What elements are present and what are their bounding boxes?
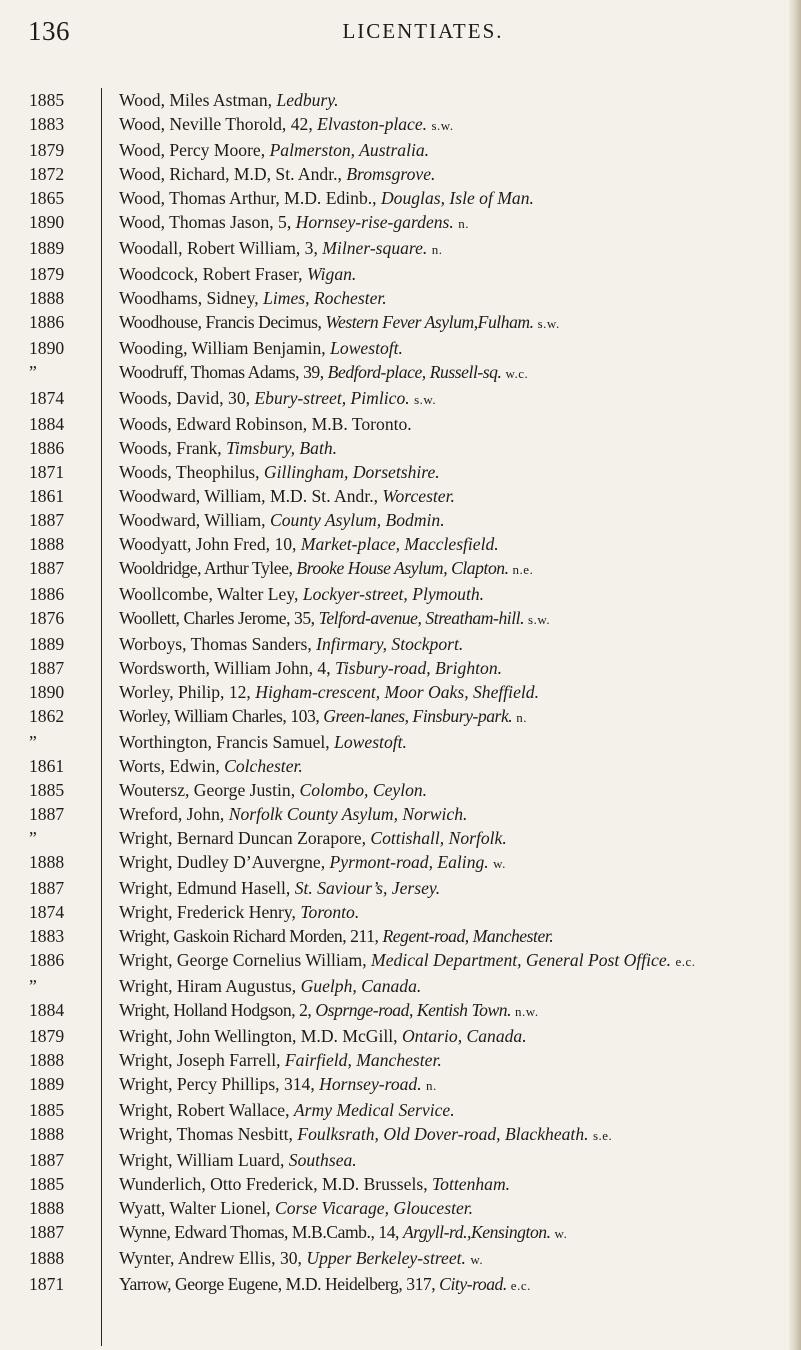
entry-name: Wynter, Andrew Ellis, 30, (119, 1248, 302, 1268)
entry-year: 1885 (29, 1174, 65, 1194)
list-item (28, 778, 790, 802)
entry-district: n.e. (512, 562, 534, 577)
entry-address: Lowestoft. (330, 338, 403, 358)
entry-name: Wright, Gaskoin Richard Morden, 211, (119, 926, 379, 946)
entry-text (102, 850, 790, 876)
entry-year: 1888 (29, 288, 65, 308)
entry-name: Wooding, William Benjamin, (119, 338, 326, 358)
entry-name: Wood, Thomas Jason, 5, (119, 212, 292, 232)
entry-address: Telford-avenue, Streatham-hill. (318, 608, 525, 628)
entry-year: 1879 (29, 1026, 65, 1046)
entry-name: Wood, Neville Thorold, 42, (119, 114, 313, 134)
entry-district: w. (493, 856, 506, 871)
list-item (28, 1196, 790, 1220)
list-item (28, 754, 790, 778)
entry-district: n.w. (515, 1004, 539, 1019)
entry-year: 1888 (29, 534, 65, 554)
entry-address: Ebury-street, Pimlico. (254, 388, 410, 408)
list-item (28, 632, 790, 656)
entry-text (102, 236, 790, 262)
entry-name: Woods, David, 30, (119, 388, 251, 408)
entry-address: Army Medical Service. (293, 1100, 455, 1120)
entry-address: Hornsey-road. (319, 1074, 422, 1094)
entry-text (102, 704, 790, 730)
entry-year: 1887 (29, 1222, 65, 1242)
entry-district: n. (431, 242, 443, 257)
entry-year: 1865 (29, 188, 65, 208)
list-item (28, 1272, 790, 1298)
entry-year: 1889 (29, 1074, 65, 1094)
entry-year: 1861 (29, 486, 65, 506)
entry-text (102, 1196, 790, 1220)
entry-year: 1872 (29, 164, 65, 184)
entry-address: Bromsgrove. (346, 164, 436, 184)
list-item (28, 876, 790, 900)
entry-text (102, 532, 790, 556)
entry-name: Woutersz, George Justin, (119, 780, 296, 800)
entry-text (102, 460, 790, 484)
entry-name: Yarrow, George Eugene, M.D. Heidelberg, 317, (119, 1274, 436, 1294)
entry-text (102, 1246, 790, 1272)
entry-text (102, 436, 790, 460)
list-item (28, 262, 790, 286)
list-item (28, 186, 790, 210)
entry-name: Worthington, Francis Samuel, (119, 732, 330, 752)
entry-text (102, 1098, 790, 1122)
entry-text (102, 632, 790, 656)
entry-text (102, 310, 790, 336)
entry-text (102, 484, 790, 508)
entry-address: Worcester. (382, 486, 455, 506)
entry-text (102, 210, 790, 236)
entry-name: Worley, William Charles, 103, (119, 706, 320, 726)
list-item (28, 412, 790, 436)
entry-year: 1888 (29, 1050, 65, 1070)
entry-address: Colchester. (224, 756, 303, 776)
entry-year: 1887 (29, 878, 65, 898)
entry-text (102, 138, 790, 162)
entry-year: 1874 (29, 902, 65, 922)
list-item (28, 802, 790, 826)
entry-text (102, 900, 790, 924)
list-item (28, 730, 790, 754)
entry-year: 1871 (29, 462, 65, 482)
list-item (28, 1098, 790, 1122)
entry-address: Cottishall, Norfolk. (370, 828, 507, 848)
list-item (28, 704, 790, 730)
entry-name: Wright, George Cornelius William, (119, 950, 367, 970)
list-item (28, 532, 790, 556)
entry-year: 1886 (29, 438, 65, 458)
entry-address: Upper Berkeley-street. (306, 1248, 466, 1268)
list-item (28, 88, 790, 112)
entry-district: e.c. (510, 1278, 531, 1293)
entry-name: Woods, Frank, (119, 438, 222, 458)
entry-name: Wynne, Edward Thomas, M.B.Camb., 14, (119, 1222, 400, 1242)
entry-text (102, 582, 790, 606)
entry-name: Woodyatt, John Fred, 10, (119, 534, 297, 554)
entry-district: n. (426, 1078, 437, 1093)
entry-district: s.w. (537, 316, 560, 331)
entry-year: 1883 (29, 926, 65, 946)
entry-text (102, 826, 790, 850)
entry-text (102, 998, 790, 1024)
list-item (28, 138, 790, 162)
entry-address: Lockyer-street, Plymouth. (302, 584, 485, 604)
list-item (28, 1220, 790, 1246)
entry-text (102, 1220, 790, 1246)
entry-name: Wright, Holland Hodgson, 2, (119, 1000, 312, 1020)
entry-text (102, 360, 790, 386)
entry-name: Woodhouse, Francis Decimus, (119, 312, 322, 332)
entry-name: Woodall, Robert William, 3, (119, 238, 318, 258)
list-item (28, 656, 790, 680)
entry-year: 1888 (29, 1198, 65, 1218)
entry-text (102, 336, 790, 360)
entry-text (102, 680, 790, 704)
entry-address: Higham-crescent, Moor Oaks, Sheffield. (255, 682, 539, 702)
entry-year: 1890 (29, 338, 65, 358)
entry-name: Wood, Percy Moore, (119, 140, 266, 160)
entry-year: ” (29, 828, 37, 848)
entry-name: Wright, Dudley D’Auvergne, (119, 852, 326, 872)
entry-address: Green-lanes, Finsbury-park. (323, 706, 513, 726)
entry-address: Osprnge-road, Kentish Town. (315, 1000, 512, 1020)
entry-address: County Asylum, Bodmin. (270, 510, 445, 530)
entry-name: Wooldridge, Arthur Tylee, (119, 558, 293, 578)
entry-text (102, 754, 790, 778)
list-item (28, 1246, 790, 1272)
entry-address: Norfolk County Asylum, Norwich. (228, 804, 468, 824)
entry-address: Lowestoft. (334, 732, 407, 752)
list-item (28, 1172, 790, 1196)
list-item (28, 680, 790, 704)
list-item (28, 974, 790, 998)
entry-district: w. (554, 1226, 568, 1241)
entry-name: Wright, Percy Phillips, 314, (119, 1074, 315, 1094)
entry-name: Woods, Theophilus, (119, 462, 260, 482)
entry-address: Western Fever Asylum,Fulham. (325, 312, 534, 332)
entry-year: 1887 (29, 510, 65, 530)
entry-address: Hornsey-rise-gardens. (295, 212, 454, 232)
entry-year: 1889 (29, 634, 65, 654)
list-item (28, 236, 790, 262)
list-item (28, 460, 790, 484)
list-item (28, 286, 790, 310)
list-item (28, 386, 790, 412)
list-item (28, 900, 790, 924)
entry-district: s.w. (414, 392, 437, 407)
entry-name: Woollett, Charles Jerome, 35, (119, 608, 315, 628)
entry-address: Toronto. (300, 902, 360, 922)
list-item (28, 1122, 790, 1148)
list-item (28, 1072, 790, 1098)
entry-name: Wright, Robert Wallace, (119, 1100, 290, 1120)
entry-year: 1874 (29, 388, 65, 408)
running-title: LICENTIATES. (342, 19, 504, 43)
entry-name: Wright, Hiram Augustus, (119, 976, 297, 996)
entry-text (102, 386, 790, 412)
entry-year: 1883 (29, 114, 65, 134)
entry-text (102, 412, 790, 436)
entry-year: 1890 (29, 212, 65, 232)
entry-year: 1871 (29, 1274, 65, 1294)
entry-year: 1886 (29, 584, 65, 604)
entry-text (102, 606, 790, 632)
list-item (28, 112, 790, 138)
entry-name: Worts, Edwin, (119, 756, 220, 776)
entry-text (102, 1122, 790, 1148)
list-item (28, 484, 790, 508)
entry-district: s.w. (528, 612, 551, 627)
entry-address: Douglas, Isle of Man. (380, 188, 534, 208)
entry-district: w.c. (505, 366, 529, 381)
entry-text (102, 1172, 790, 1196)
entry-text (102, 974, 790, 998)
entry-year: 1887 (29, 558, 65, 578)
entry-district: e.c. (675, 954, 696, 969)
entry-text (102, 1072, 790, 1098)
entry-year: 1888 (29, 1248, 65, 1268)
entry-name: Wright, Thomas Nesbitt, (119, 1124, 293, 1144)
entry-address: Fairfield, Manchester. (284, 1050, 442, 1070)
entry-name: Wunderlich, Otto Frederick, M.D. Brussels, (119, 1174, 428, 1194)
entry-address: City-road. (439, 1274, 507, 1294)
entry-text (102, 1272, 790, 1298)
entry-district: n. (458, 216, 469, 231)
entry-text (102, 186, 790, 210)
entry-name: Woods, Edward Robinson, M.B. Toronto. (119, 414, 412, 434)
page-header (28, 16, 778, 56)
entry-name: Wright, Joseph Farrell, (119, 1050, 281, 1070)
entry-year: 1876 (29, 608, 65, 628)
entry-text (102, 1048, 790, 1072)
entry-address: Pyrmont-road, Ealing. (329, 852, 489, 872)
entry-year: ” (29, 732, 37, 752)
list-item (28, 924, 790, 948)
entry-name: Woodcock, Robert Fraser, (119, 264, 303, 284)
entry-name: Wright, Frederick Henry, (119, 902, 296, 922)
entry-address: Timsbury, Bath. (226, 438, 338, 458)
entry-year: 1879 (29, 140, 65, 160)
entry-text (102, 508, 790, 532)
entry-text (102, 1148, 790, 1172)
entry-year: 1887 (29, 1150, 65, 1170)
list-item (28, 1148, 790, 1172)
entry-name: Wordsworth, William John, 4, (119, 658, 331, 678)
entry-address: Palmerston, Australia. (269, 140, 430, 160)
list-item (28, 336, 790, 360)
entry-year: 1879 (29, 264, 65, 284)
entry-address: Tisbury-road, Brighton. (335, 658, 503, 678)
list-item (28, 360, 790, 386)
list-item (28, 826, 790, 850)
list-item (28, 948, 790, 974)
entry-year: 1884 (29, 414, 65, 434)
page-edge-shadow (789, 0, 801, 1350)
entry-year: 1887 (29, 658, 65, 678)
entry-year: 1884 (29, 1000, 65, 1020)
entry-name: Woodward, William, (119, 510, 266, 530)
list-item (28, 162, 790, 186)
list-item (28, 582, 790, 606)
list-item (28, 556, 790, 582)
entry-text (102, 778, 790, 802)
entry-text (102, 112, 790, 138)
entry-year: 1885 (29, 90, 65, 110)
entry-name: Wood, Miles Astman, (119, 90, 273, 110)
list-item (28, 310, 790, 336)
entry-text (102, 556, 790, 582)
entry-name: Wyatt, Walter Lionel, (119, 1198, 271, 1218)
entry-text (102, 730, 790, 754)
entry-address: Infirmary, Stockport. (316, 634, 464, 654)
entry-address: Tottenham. (432, 1174, 511, 1194)
entry-address: Corse Vicarage, Gloucester. (275, 1198, 474, 1218)
entry-year: 1889 (29, 238, 65, 258)
entry-year: 1885 (29, 1100, 65, 1120)
entry-name: Wright, Bernard Duncan Zorapore, (119, 828, 366, 848)
entry-name: Wood, Richard, M.D, St. Andr., (119, 164, 342, 184)
entry-year: 1888 (29, 1124, 65, 1144)
entry-address: Medical Department, General Post Office. (371, 950, 672, 970)
entry-address: Guelph, Canada. (300, 976, 422, 996)
entry-year: 1861 (29, 756, 65, 776)
entry-name: Woollcombe, Walter Ley, (119, 584, 299, 604)
entry-year: 1887 (29, 804, 65, 824)
entry-year: 1890 (29, 682, 65, 702)
entry-address: Ledbury. (276, 90, 339, 110)
entry-text (102, 802, 790, 826)
entry-name: Wreford, John, (119, 804, 225, 824)
licentiates-list (28, 88, 790, 1298)
entry-text (102, 924, 790, 948)
entry-district: w. (470, 1252, 484, 1267)
entry-address: Wigan. (306, 264, 357, 284)
entry-name: Wright, John Wellington, M.D. McGill, (119, 1026, 398, 1046)
entry-address: Limes, Rochester. (263, 288, 387, 308)
entry-text (102, 88, 790, 112)
entry-year: 1886 (29, 950, 65, 970)
list-item (28, 998, 790, 1024)
entry-text (102, 1024, 790, 1048)
entry-year: ” (29, 362, 37, 382)
list-item (28, 210, 790, 236)
entry-text (102, 286, 790, 310)
entry-name: Wright, Edmund Hasell, (119, 878, 291, 898)
entry-year: 1888 (29, 852, 65, 872)
entry-name: Worley, Philip, 12, (119, 682, 251, 702)
entry-year: 1885 (29, 780, 65, 800)
entry-address: Southsea. (288, 1150, 357, 1170)
entry-text (102, 162, 790, 186)
entry-district: n. (516, 710, 527, 725)
list-item (28, 1024, 790, 1048)
entry-address: Argyll-rd.,Kensington. (402, 1222, 551, 1242)
entry-name: Woodruff, Thomas Adams, 39, (119, 362, 324, 382)
list-item (28, 850, 790, 876)
entry-text (102, 656, 790, 680)
entry-address: Elvaston-place. (317, 114, 428, 134)
entry-address: Milner-square. (322, 238, 428, 258)
entry-address: Market-place, Macclesfield. (300, 534, 499, 554)
entry-year: 1886 (29, 312, 65, 332)
entry-address: Brooke House Asylum, Clapton. (296, 558, 509, 578)
list-item (28, 508, 790, 532)
list-item (28, 1048, 790, 1072)
entry-address: Gillingham, Dorsetshire. (263, 462, 440, 482)
list-item (28, 436, 790, 460)
entry-address: St. Saviour’s, Jersey. (294, 878, 441, 898)
entry-address: Foulksrath, Old Dover-road, Blackheath. (297, 1124, 589, 1144)
entry-text (102, 262, 790, 286)
entry-year: ” (29, 976, 37, 996)
entry-text (102, 876, 790, 900)
entry-address: Bedford-place, Russell-sq. (327, 362, 502, 382)
entry-name: Worboys, Thomas Sanders, (119, 634, 312, 654)
entry-name: Wood, Thomas Arthur, M.D. Edinb., (119, 188, 377, 208)
entry-name: Woodward, William, M.D. St. Andr., (119, 486, 379, 506)
entry-district: s.w. (431, 118, 454, 133)
entry-district: s.e. (592, 1128, 613, 1143)
entry-name: Wright, William Luard, (119, 1150, 285, 1170)
entry-text (102, 948, 790, 974)
entry-address: Regent-road, Manchester. (382, 926, 554, 946)
entry-address: Colombo, Ceylon. (299, 780, 428, 800)
page-number: 136 (28, 16, 70, 46)
entry-address: Ontario, Canada. (401, 1026, 527, 1046)
list-item (28, 606, 790, 632)
entry-year: 1862 (29, 706, 65, 726)
entry-name: Woodhams, Sidney, (119, 288, 259, 308)
